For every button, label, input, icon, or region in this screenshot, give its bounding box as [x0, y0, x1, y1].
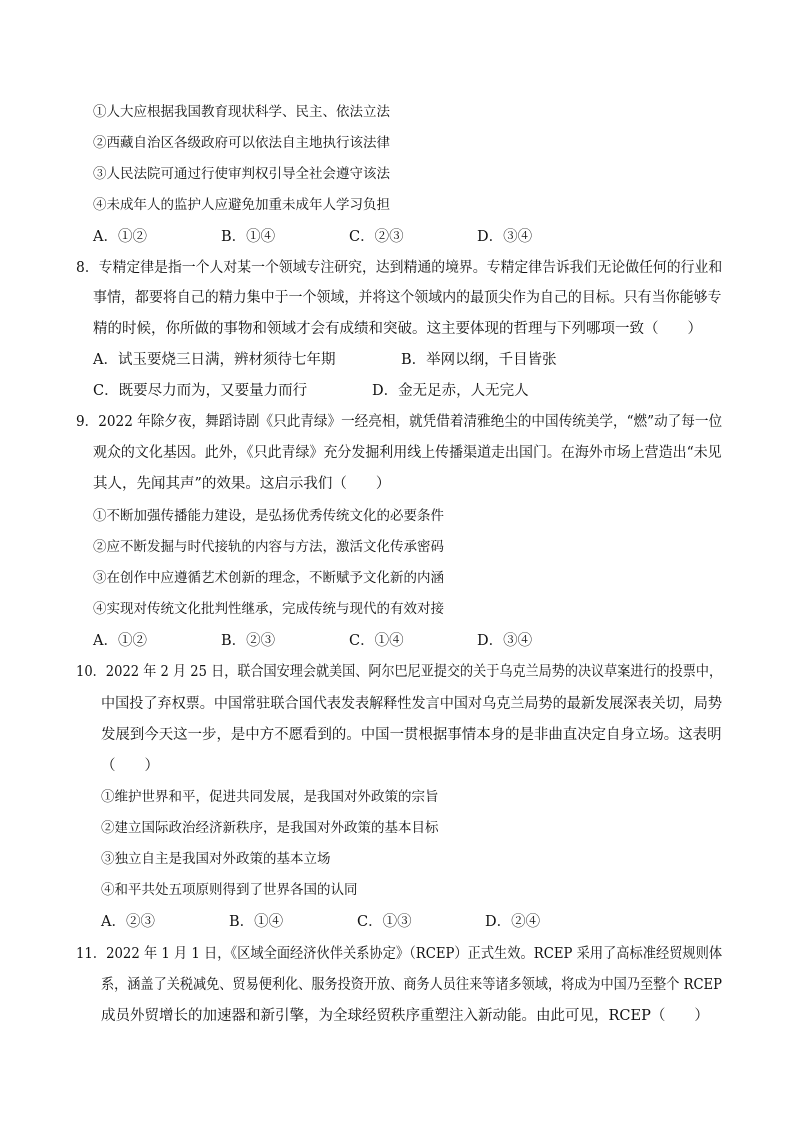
q9-statement-4: ④实现对传统文化批判性继承，完成传统与现代的有效对接	[93, 601, 444, 617]
q11-stem-line-2: 系，涵盖了关税减免、贸易便利化、服务投资开放、商务人员往来等诸多领域，将成为中国乃至整个 RCEP	[101, 977, 722, 993]
q10-choice-b: B．①④	[229, 914, 284, 930]
q11-stem-line-3: 成员外贸增长的加速器和新引擎，为全球经贸秩序重塑注入新动能。由此可见，RCEP（ ）	[101, 1008, 709, 1024]
q7-choice-d: D．③④	[477, 229, 533, 245]
q9-stem-line-2: 观众的文化基因。此外，《只此青绿》充分发掘利用线上传播渠道走出国门。在海外市场上营造出“未见	[93, 445, 722, 461]
q10-statement-1: ①维护世界和平，促进共同发展，是我国对外政策的宗旨	[101, 789, 439, 805]
q10-choice-c: C．①③	[357, 914, 412, 930]
q9-stem-line-3: 其人，先闻其声”的效果。这启示我们（ ）	[93, 476, 391, 492]
q7-choice-b: B．①④	[221, 229, 276, 245]
q7-statement-3: ③人民法院可通过行使审判权引导全社会遵守该法	[93, 166, 390, 182]
q10-choice-a: A．②③	[101, 914, 155, 930]
q7-choice-c: C．②③	[349, 229, 404, 245]
q8-stem-line-2: 事情，都要将自己的精力集中于一个领域，并将这个领域内的最顶尖作为自己的目标。只有当你能够专	[93, 290, 722, 306]
q10-stem-line-2: 中国投了弃权票。中国常驻联合国代表发表解释性发言中国对乌克兰局势的最新发展深表关切，局势	[101, 696, 723, 712]
q9-stem-line-1: 9．2022 年除夕夜，舞蹈诗剧《只此青绿》一经亮相，就凭借着清雅绝尘的中国传统美学，“燃”动了每一位	[76, 414, 723, 430]
q10-statement-3: ③独立自主是我国对外政策的基本立场	[101, 851, 331, 867]
q10-statement-4: ④和平共处五项原则得到了世界各国的认同	[101, 882, 358, 898]
q8-choice-d: D．金无足赤，人无完人	[372, 383, 529, 399]
q10-choice-d: D．②④	[485, 914, 541, 930]
q9-statement-1: ①不断加强传播能力建设，是弘扬优秀传统文化的必要条件	[93, 508, 444, 524]
q9-choice-b: B．②③	[221, 633, 276, 649]
q10-statement-2: ②建立国际政治经济新秩序，是我国对外政策的基本目标	[101, 820, 439, 836]
q11-stem-line-1: 11．2022 年 1 月 1 日，《区域全面经济伙伴关系协定》（RCEP）正式生效。RCEP 采用了高标准经贸规则体	[76, 946, 723, 962]
q7-statement-2: ②西藏自治区各级政府可以依法自主地执行该法律	[93, 135, 390, 151]
q7-statement-1: ①人大应根据我国教育现状科学、民主、依法立法	[93, 104, 390, 120]
q7-choice-a: A．①②	[93, 229, 147, 245]
q8-stem-line-3: 精的时候，你所做的事物和领域才会有成绩和突破。这主要体现的哲理与下列哪项一致（ ）	[93, 321, 702, 337]
q9-statement-3: ③在创作中应遵循艺术创新的理念，不断赋予文化新的内涵	[93, 570, 444, 586]
q10-stem-line-4: （ ）	[101, 758, 159, 774]
q8-choice-c: C．既要尽力而为，又要量力而行	[93, 383, 308, 399]
q9-choice-a: A．①②	[93, 633, 147, 649]
q9-choice-c: C．①④	[349, 633, 404, 649]
q10-stem-line-1: 10．2022 年 2 月 25 日，联合国安理会就美国、阿尔巴尼亚提交的关于乌克兰局势的决议草案进行的投票中，	[76, 664, 723, 680]
q7-statement-4: ④未成年人的监护人应避免加重未成年人学习负担	[93, 197, 390, 213]
q8-choice-a: A．试玉要烧三日满，辨材须待七年期	[93, 352, 336, 368]
q10-stem-line-3: 发展到今天这一步，是中方不愿看到的。中国一贯根据事情本身的是非曲直决定自身立场。这表明	[101, 727, 722, 743]
q8-stem-line-1: 8．专精定律是指一个人对某一个领域专注研究，达到精通的境界。专精定律告诉我们无论做任何的行业和	[76, 260, 723, 276]
q8-choice-b: B．举网以纲，千目皆张	[401, 352, 557, 368]
q9-choice-d: D．③④	[477, 633, 533, 649]
q9-statement-2: ②应不断发掘与时代接轨的内容与方法，激活文化传承密码	[93, 539, 444, 555]
